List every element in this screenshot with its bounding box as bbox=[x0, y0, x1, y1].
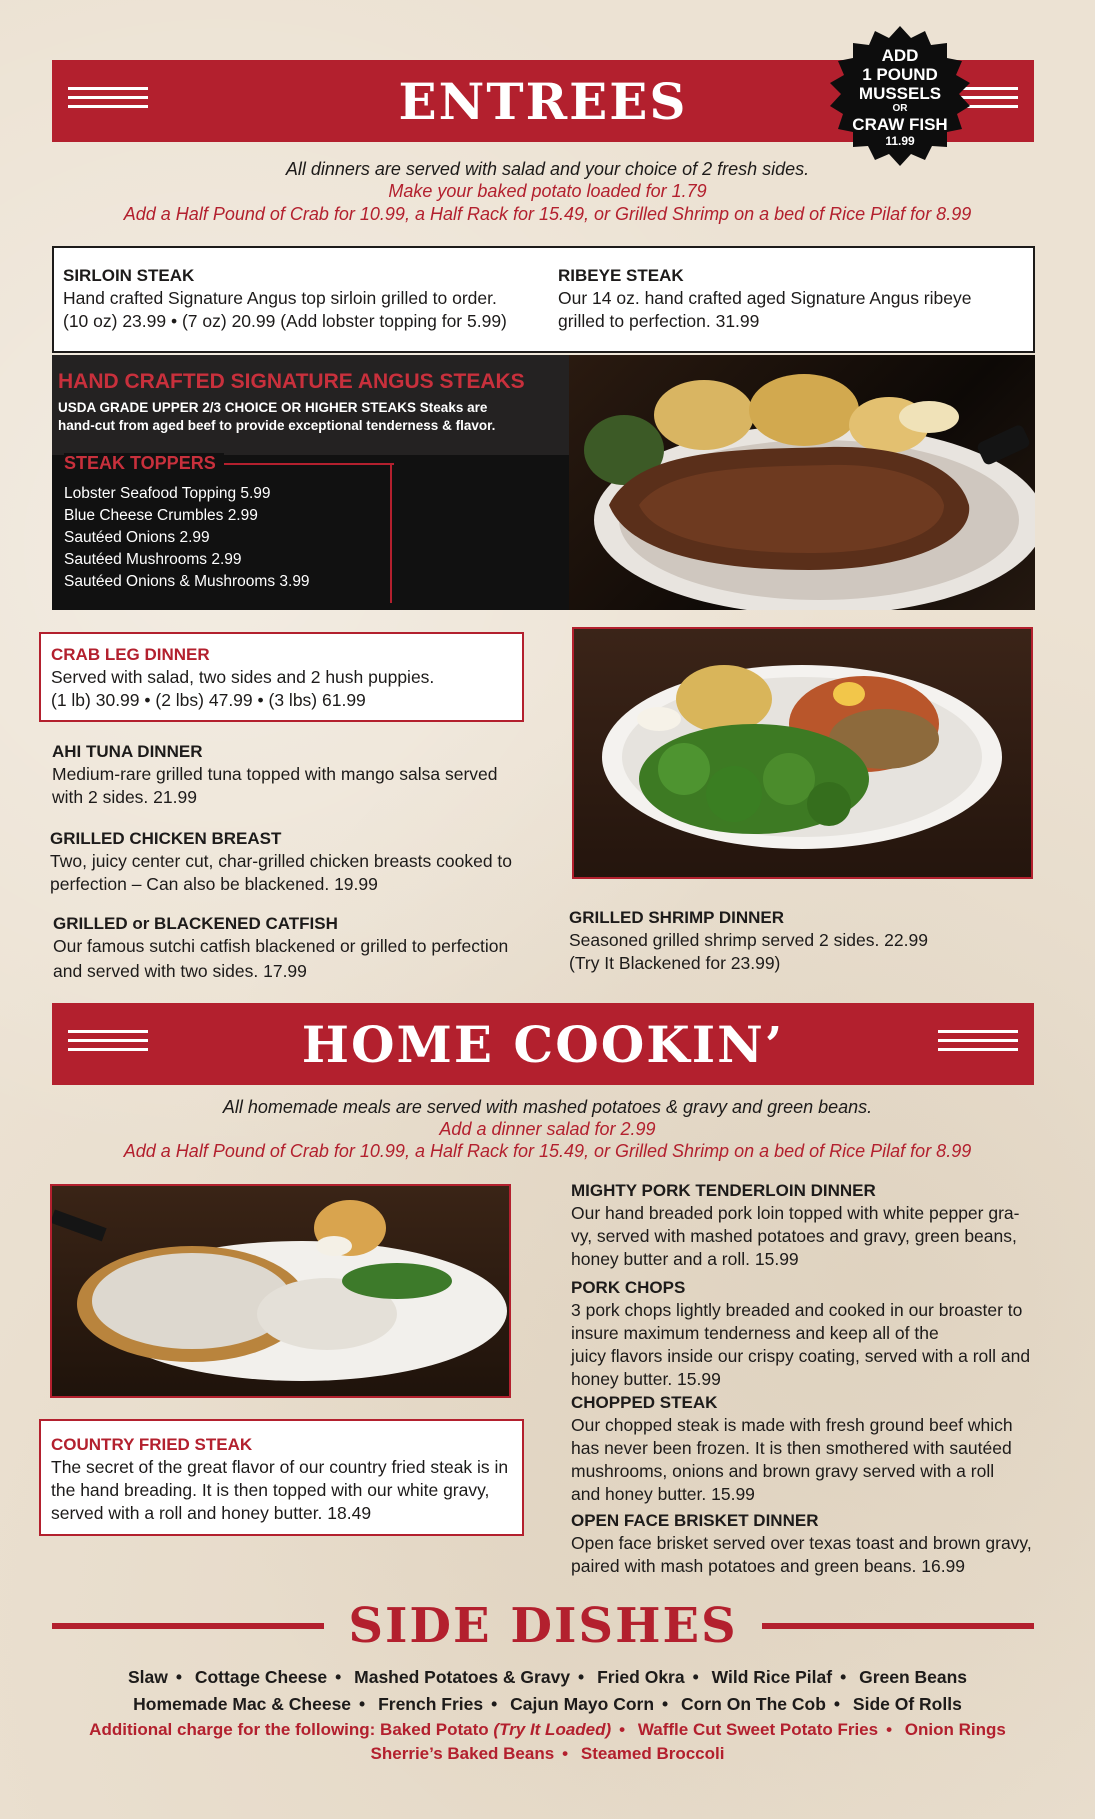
cfs-line-3: served with a roll and honey butter. 18.49 bbox=[51, 1503, 372, 1523]
shrimp-photo bbox=[572, 627, 1033, 879]
entrees-note-2: Make your baked potato loaded for 1.79 bbox=[388, 181, 707, 201]
side-item: Green Beans bbox=[859, 1667, 968, 1687]
chopped-line-3: mushrooms, onions and brown gravy served with a roll bbox=[571, 1461, 995, 1481]
ahi-title: AHI TUNA DINNER bbox=[52, 742, 203, 761]
sides-row-1: Slaw • Cottage Cheese • Mashed Potatoes & Gravy • Fried Okra • Wild Rice Pilaf • Green Beans bbox=[127, 1667, 968, 1687]
chopped-title: CHOPPED STEAK bbox=[571, 1393, 718, 1412]
ribeye-title: RIBEYE STEAK bbox=[558, 266, 684, 285]
side-item: Slaw bbox=[127, 1667, 168, 1687]
sirloin-title: SIRLOIN STEAK bbox=[63, 266, 195, 285]
steak-box bbox=[52, 246, 1035, 353]
brisket-item bbox=[571, 1510, 1032, 1578]
shrimp-title: GRILLED SHRIMP DINNER bbox=[569, 908, 785, 927]
crab-line-1: Served with salad, two sides and 2 hush puppies. bbox=[51, 667, 435, 687]
crab-title: CRAB LEG DINNER bbox=[51, 645, 210, 664]
sides-title: SIDE DISHES bbox=[348, 1598, 738, 1654]
toppers-rule bbox=[224, 463, 394, 465]
pork-tenderloin-item bbox=[571, 1180, 1019, 1271]
ahi-line-2: with 2 sides. 21.99 bbox=[52, 787, 197, 807]
banner-lines-left bbox=[68, 1030, 148, 1057]
home-cookin-banner bbox=[52, 1003, 1034, 1085]
side-extra-lead: Additional charge for the following: Baked Potato bbox=[89, 1720, 489, 1739]
side-item: Steamed Broccoli bbox=[580, 1744, 725, 1763]
home-note-3: Add a Half Pound of Crab for 10.99, a Half Rack for 15.49, or Grilled Shrimp on a bed of Rice Pilaf for 8.99 bbox=[123, 1141, 972, 1161]
sides-rule-right bbox=[762, 1623, 1034, 1629]
side-item: Sherrie’s Baked Beans bbox=[370, 1744, 555, 1763]
shrimp-line-2: (Try It Blackened for 23.99) bbox=[569, 953, 781, 973]
pork-chops-item bbox=[571, 1277, 1030, 1391]
chopped-line-1: Our chopped steak is made with fresh ground beef which bbox=[571, 1415, 1013, 1435]
angus-title: HAND CRAFTED SIGNATURE ANGUS STEAKS bbox=[58, 370, 525, 393]
side-item: Side Of Rolls bbox=[852, 1694, 962, 1714]
side-item: Homemade Mac & Cheese bbox=[133, 1694, 352, 1714]
country-fried-steak-box bbox=[39, 1419, 524, 1536]
crab-leg-box bbox=[39, 632, 524, 722]
pork-tenderloin-title: MIGHTY PORK TENDERLOIN DINNER bbox=[571, 1181, 876, 1200]
topper-item: Lobster Seafood Topping 5.99 bbox=[64, 485, 271, 502]
sirloin-item bbox=[63, 265, 507, 333]
pork-tenderloin-line-1: Our hand breaded pork loin topped with white pepper gra- bbox=[571, 1203, 1020, 1223]
angus-steaks-section bbox=[52, 355, 1035, 610]
cfs-line-2: the hand breading. It is then topped with our white gravy, bbox=[51, 1480, 490, 1500]
ahi-line-1: Medium-rare grilled tuna topped with mango salsa served bbox=[52, 764, 498, 784]
side-item: Cottage Cheese bbox=[194, 1667, 328, 1687]
side-item: Cajun Mayo Corn bbox=[510, 1694, 655, 1714]
badge-line-1: ADD bbox=[881, 46, 919, 65]
side-item: Corn On The Cob bbox=[681, 1694, 826, 1714]
sides-rule-left bbox=[52, 1623, 324, 1629]
crab-line-2: (1 lb) 30.99 • (2 lbs) 47.99 • (3 lbs) 61.99 bbox=[51, 690, 366, 710]
pork-chops-line-1: 3 pork chops lightly breaded and cooked in our broaster to bbox=[571, 1300, 1023, 1320]
sirloin-line-2: (10 oz) 23.99 • (7 oz) 20.99 (Add lobster topping for 5.99) bbox=[63, 311, 507, 331]
brisket-line-2: paired with mash potatoes and green beans. 16.99 bbox=[571, 1556, 966, 1576]
shrimp-item bbox=[569, 907, 928, 975]
pork-chops-line-4: honey butter. 15.99 bbox=[571, 1369, 721, 1389]
topper-item: Sautéed Mushrooms 2.99 bbox=[64, 551, 242, 568]
sides-row-4: Sherrie’s Baked Beans • Steamed Broccoli bbox=[370, 1744, 725, 1763]
toppers-title: STEAK TOPPERS bbox=[64, 453, 224, 474]
topper-item: Sautéed Onions & Mushrooms 3.99 bbox=[64, 573, 310, 590]
catfish-line-1: Our famous sutchi catfish blackened or grilled to perfection bbox=[53, 936, 509, 956]
sides-row-2: Homemade Mac & Cheese • French Fries • Cajun Mayo Corn • Corn On The Cob • Side Of Rolls bbox=[133, 1694, 962, 1714]
catfish-title: GRILLED or BLACKENED CATFISH bbox=[53, 914, 338, 933]
cfs-title: COUNTRY FRIED STEAK bbox=[51, 1435, 253, 1454]
shrimp-line-1: Seasoned grilled shrimp served 2 sides. 22.99 bbox=[569, 930, 928, 950]
badge-line-6: 11.99 bbox=[885, 134, 915, 148]
side-dishes-header bbox=[52, 1598, 1034, 1654]
home-note-1: All homemade meals are served with mashed potatoes & gravy and green beans. bbox=[222, 1097, 873, 1117]
entrees-note-1: All dinners are served with salad and your choice of 2 fresh sides. bbox=[285, 159, 810, 179]
badge-line-3: MUSSELS bbox=[858, 84, 942, 103]
chicken-line-1: Two, juicy center cut, char-grilled chicken breasts cooked to bbox=[50, 851, 513, 871]
pork-chops-title: PORK CHOPS bbox=[571, 1278, 686, 1297]
chopped-steak-item bbox=[571, 1392, 1013, 1506]
country-fried-steak-photo bbox=[50, 1184, 511, 1398]
banner-lines-right bbox=[938, 1030, 1018, 1057]
catfish-item bbox=[53, 913, 508, 983]
catfish-line-2: and served with two sides. 17.99 bbox=[53, 961, 307, 981]
ribeye-photo bbox=[569, 355, 1035, 610]
pork-tenderloin-line-2: vy, served with mashed potatoes and gravy, green beans, bbox=[571, 1226, 1017, 1246]
mussels-badge bbox=[825, 26, 975, 176]
chopped-line-2: has never been frozen. It is then smothered with sautéed bbox=[571, 1438, 1012, 1458]
cfs-line-1: The secret of the great flavor of our country fried steak is in bbox=[51, 1457, 509, 1477]
chicken-item bbox=[50, 828, 512, 896]
chicken-title: GRILLED CHICKEN BREAST bbox=[50, 829, 282, 848]
sirloin-line-1: Hand crafted Signature Angus top sirloin grilled to order. bbox=[63, 288, 497, 308]
side-item: Onion Rings bbox=[904, 1720, 1006, 1739]
badge-line-2: 1 POUND bbox=[862, 65, 938, 84]
pork-chops-line-2: insure maximum tenderness and keep all of the bbox=[571, 1323, 939, 1343]
side-item: French Fries bbox=[378, 1694, 484, 1714]
chopped-line-4: and honey butter. 15.99 bbox=[571, 1484, 755, 1504]
steak-toppers bbox=[64, 453, 392, 603]
ribeye-line-2: grilled to perfection. 31.99 bbox=[558, 311, 760, 331]
home-note-2: Add a dinner salad for 2.99 bbox=[439, 1119, 656, 1139]
side-item: Fried Okra bbox=[597, 1667, 685, 1687]
side-item: Mashed Potatoes & Gravy bbox=[354, 1667, 571, 1687]
banner-lines-left bbox=[68, 87, 148, 114]
badge-line-4: OR bbox=[892, 103, 908, 114]
ribeye-line-1: Our 14 oz. hand crafted aged Signature Angus ribeye bbox=[558, 288, 972, 308]
entrees-note-3: Add a Half Pound of Crab for 10.99, a Half Rack for 15.49, or Grilled Shrimp on a bed of Rice Pilaf for 8.99 bbox=[123, 204, 972, 224]
badge-line-5: CRAW FISH bbox=[852, 115, 948, 134]
sides-row-3: Additional charge for the following: Baked Potato (Try It Loaded) • Waffle Cut Sweet Potato Fries • Onion Rings bbox=[89, 1720, 1006, 1739]
entrees-title: ENTREES bbox=[398, 71, 688, 131]
pork-chops-line-3: juicy flavors inside our crispy coating, served with a roll and bbox=[571, 1346, 1031, 1366]
side-extra-italic: (Try It Loaded) bbox=[493, 1720, 612, 1739]
angus-line-1: USDA GRADE UPPER 2/3 CHOICE OR HIGHER STEAKS Steaks are bbox=[58, 400, 488, 415]
brisket-line-1: Open face brisket served over texas toast and brown gravy, bbox=[571, 1533, 1032, 1553]
home-cookin-title: HOME COOKIN’ bbox=[301, 1014, 785, 1074]
chicken-line-2: perfection – Can also be blackened. 19.99 bbox=[50, 874, 378, 894]
side-item: Wild Rice Pilaf bbox=[711, 1667, 833, 1687]
ahi-item bbox=[52, 741, 498, 809]
side-item: Waffle Cut Sweet Potato Fries bbox=[637, 1720, 879, 1739]
angus-header bbox=[52, 355, 569, 455]
pork-tenderloin-line-3: honey butter and a roll. 15.99 bbox=[571, 1249, 799, 1269]
ribeye-item bbox=[558, 265, 971, 333]
angus-line-2: hand-cut from aged beef to provide exceptional tenderness & flavor. bbox=[58, 418, 496, 433]
brisket-title: OPEN FACE BRISKET DINNER bbox=[571, 1511, 819, 1530]
topper-item: Sautéed Onions 2.99 bbox=[64, 529, 210, 546]
topper-item: Blue Cheese Crumbles 2.99 bbox=[64, 507, 258, 524]
